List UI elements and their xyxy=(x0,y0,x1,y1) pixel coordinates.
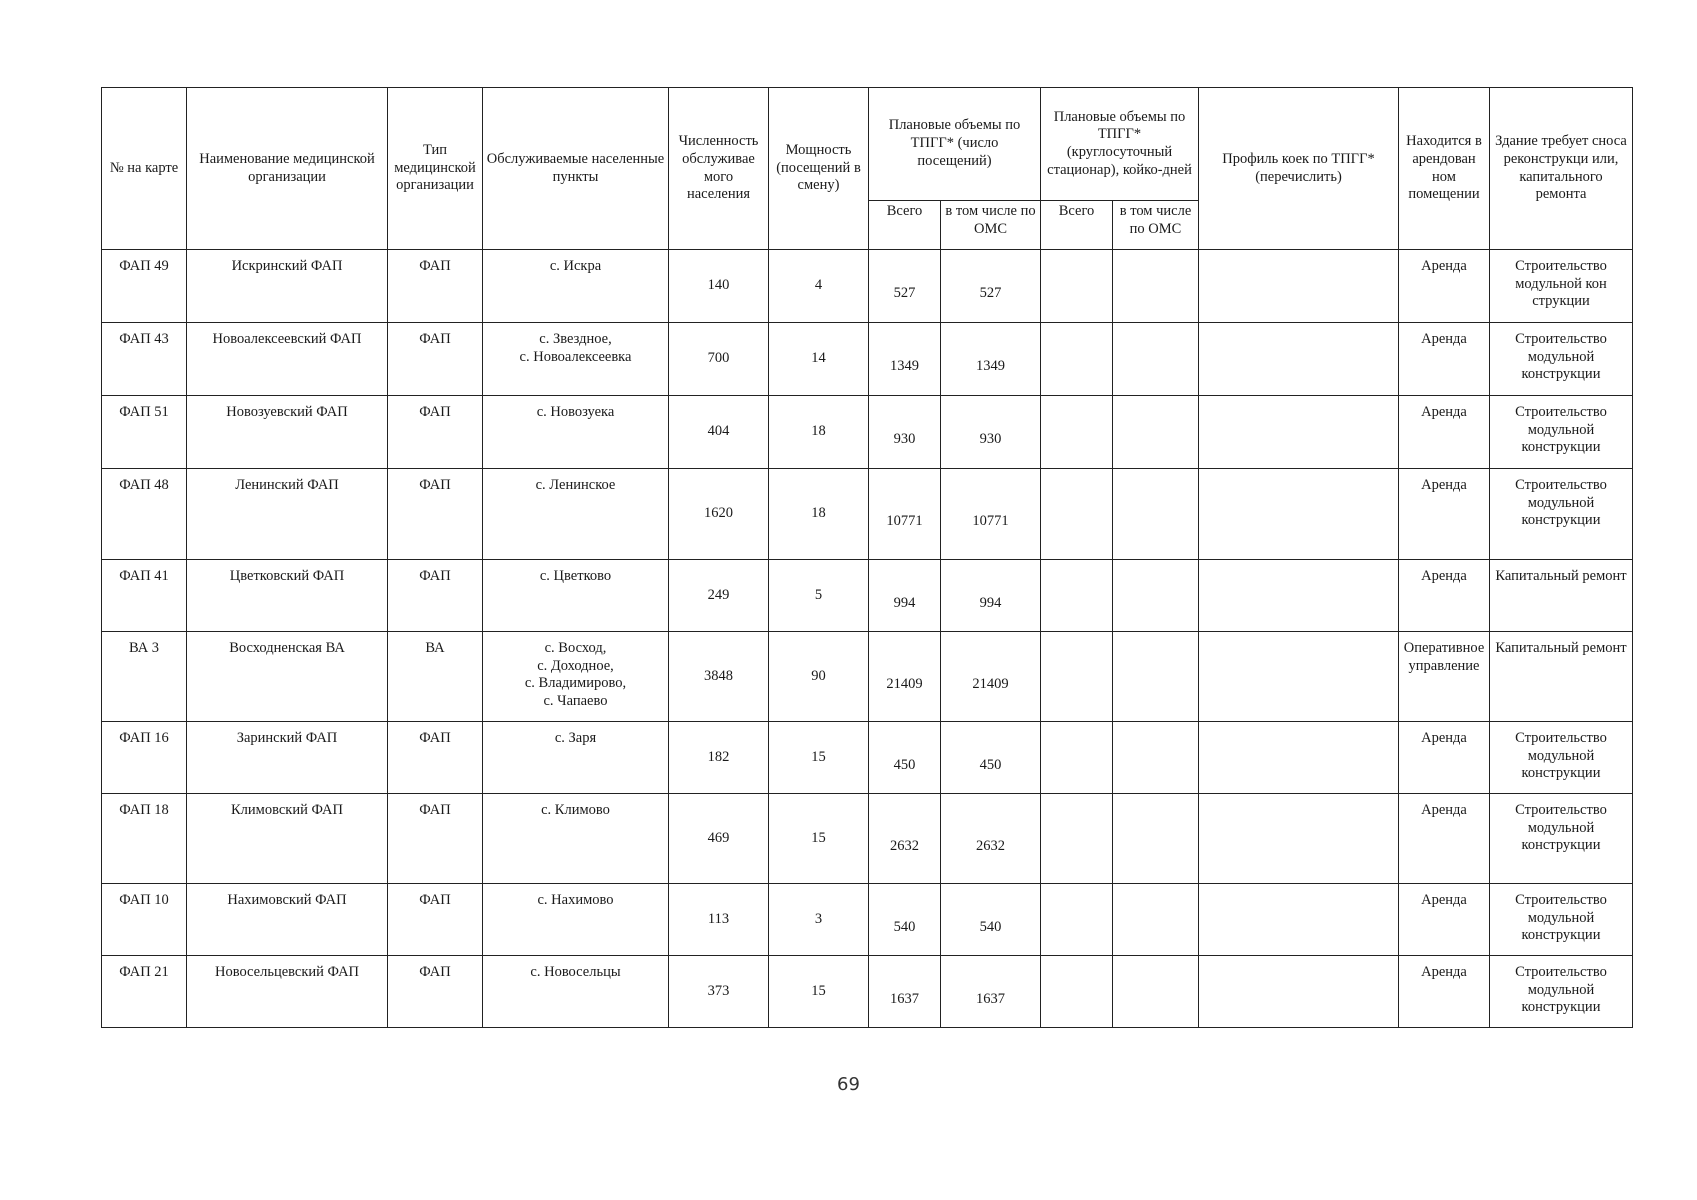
cell-map-no: ФАП 43 xyxy=(102,323,187,396)
cell-building: Строительство модульной конструкции xyxy=(1490,956,1633,1028)
cell-population: 373 xyxy=(669,956,769,1028)
cell-settlements: с. Звездное, с. Новоалексеевка xyxy=(483,323,669,396)
cell-visits-oms: 1349 xyxy=(941,323,1041,396)
cell-settlements: с. Искра xyxy=(483,250,669,323)
cell-org-type: ВА xyxy=(388,632,483,722)
cell-visits-oms: 450 xyxy=(941,722,1041,794)
header-rented: Находится в арендован ном помещении xyxy=(1399,88,1490,250)
cell-org-name: Цветковский ФАП xyxy=(187,560,388,632)
cell-settlements: с. Цветково xyxy=(483,560,669,632)
cell-building: Строительство модульной конструкции xyxy=(1490,884,1633,956)
header-visits-group: Плановые объемы по ТПГГ* (число посещений) xyxy=(869,88,1041,201)
medical-organizations-table xyxy=(101,87,1633,1028)
cell-population: 249 xyxy=(669,560,769,632)
cell-visits-oms: 10771 xyxy=(941,469,1041,560)
cell-rented: Аренда xyxy=(1399,560,1490,632)
cell-org-name: Новозуевский ФАП xyxy=(187,396,388,469)
cell-settlements: с. Восход, с. Доходное, с. Владимирово, с. Чапаево xyxy=(483,632,669,722)
cell-population: 3848 xyxy=(669,632,769,722)
table-row xyxy=(102,632,1633,722)
cell-building: Строительство модульной конструкции xyxy=(1490,396,1633,469)
cell-capacity: 3 xyxy=(769,884,869,956)
header-bed-profile: Профиль коек по ТПГГ* (перечислить) xyxy=(1199,88,1399,250)
table-row xyxy=(102,396,1633,469)
cell-population: 469 xyxy=(669,794,769,884)
cell-capacity: 14 xyxy=(769,323,869,396)
cell-visits-oms: 930 xyxy=(941,396,1041,469)
table-row xyxy=(102,469,1633,560)
cell-map-no: ФАП 21 xyxy=(102,956,187,1028)
table-row xyxy=(102,722,1633,794)
cell-org-type: ФАП xyxy=(388,250,483,323)
cell-visits-oms: 1637 xyxy=(941,956,1041,1028)
header-population: Численность обслуживае мого населения xyxy=(669,88,769,250)
table-row xyxy=(102,794,1633,884)
cell-visits-oms: 994 xyxy=(941,560,1041,632)
cell-map-no: ФАП 41 xyxy=(102,560,187,632)
cell-settlements: с. Климово xyxy=(483,794,669,884)
header-capacity: Мощность (посещений в смену) xyxy=(769,88,869,250)
cell-visits-total: 2632 xyxy=(869,794,941,884)
cell-beds-total xyxy=(1041,396,1113,469)
table-body xyxy=(102,250,1633,1028)
cell-beds-oms xyxy=(1113,469,1199,560)
cell-capacity: 5 xyxy=(769,560,869,632)
cell-org-name: Заринский ФАП xyxy=(187,722,388,794)
table-row xyxy=(102,250,1633,323)
cell-beds-total xyxy=(1041,794,1113,884)
cell-bed-profile xyxy=(1199,956,1399,1028)
table-row xyxy=(102,323,1633,396)
header-beds-total: Всего xyxy=(1041,201,1113,250)
cell-building: Капитальный ремонт xyxy=(1490,632,1633,722)
table-header xyxy=(102,88,1633,250)
cell-beds-total xyxy=(1041,560,1113,632)
cell-beds-oms xyxy=(1113,323,1199,396)
cell-org-type: ФАП xyxy=(388,560,483,632)
cell-org-type: ФАП xyxy=(388,884,483,956)
cell-settlements: с. Ленинское xyxy=(483,469,669,560)
cell-visits-total: 450 xyxy=(869,722,941,794)
header-beds-group: Плановые объемы по ТПГГ* (круглосуточный стационар), койко-дней xyxy=(1041,88,1199,201)
cell-bed-profile xyxy=(1199,469,1399,560)
table-row xyxy=(102,956,1633,1028)
cell-org-type: ФАП xyxy=(388,396,483,469)
cell-bed-profile xyxy=(1199,632,1399,722)
cell-building: Капитальный ремонт xyxy=(1490,560,1633,632)
cell-building: Строительство модульной кон струкции xyxy=(1490,250,1633,323)
cell-bed-profile xyxy=(1199,560,1399,632)
cell-org-name: Восходненская ВА xyxy=(187,632,388,722)
cell-population: 700 xyxy=(669,323,769,396)
cell-building: Строительство модульной конструкции xyxy=(1490,469,1633,560)
header-visits-total: Всего xyxy=(869,201,941,250)
cell-beds-oms xyxy=(1113,560,1199,632)
cell-settlements: с. Новосельцы xyxy=(483,956,669,1028)
cell-bed-profile xyxy=(1199,250,1399,323)
cell-capacity: 15 xyxy=(769,794,869,884)
cell-population: 182 xyxy=(669,722,769,794)
table-row xyxy=(102,560,1633,632)
page-number: 69 xyxy=(837,1074,860,1095)
cell-visits-oms: 527 xyxy=(941,250,1041,323)
cell-org-type: ФАП xyxy=(388,722,483,794)
cell-beds-total xyxy=(1041,632,1113,722)
header-settlements: Обслуживаемые населенные пункты xyxy=(483,88,669,250)
table-row xyxy=(102,884,1633,956)
cell-map-no: ФАП 16 xyxy=(102,722,187,794)
header-org-type: Тип медицинской организации xyxy=(388,88,483,250)
cell-beds-oms xyxy=(1113,722,1199,794)
cell-beds-oms xyxy=(1113,632,1199,722)
cell-beds-total xyxy=(1041,884,1113,956)
cell-building: Строительство модульной конструкции xyxy=(1490,323,1633,396)
cell-building: Строительство модульной конструкции xyxy=(1490,722,1633,794)
cell-population: 113 xyxy=(669,884,769,956)
cell-map-no: ВА 3 xyxy=(102,632,187,722)
cell-capacity: 15 xyxy=(769,722,869,794)
cell-rented: Аренда xyxy=(1399,956,1490,1028)
cell-bed-profile xyxy=(1199,722,1399,794)
cell-rented: Аренда xyxy=(1399,396,1490,469)
cell-capacity: 18 xyxy=(769,469,869,560)
cell-map-no: ФАП 49 xyxy=(102,250,187,323)
cell-bed-profile xyxy=(1199,794,1399,884)
cell-rented: Аренда xyxy=(1399,250,1490,323)
cell-beds-oms xyxy=(1113,884,1199,956)
cell-visits-total: 1637 xyxy=(869,956,941,1028)
cell-visits-oms: 540 xyxy=(941,884,1041,956)
cell-org-type: ФАП xyxy=(388,794,483,884)
cell-rented: Аренда xyxy=(1399,469,1490,560)
cell-rented: Аренда xyxy=(1399,323,1490,396)
cell-org-type: ФАП xyxy=(388,956,483,1028)
cell-settlements: с. Новозуека xyxy=(483,396,669,469)
cell-visits-oms: 2632 xyxy=(941,794,1041,884)
cell-visits-total: 1349 xyxy=(869,323,941,396)
cell-settlements: с. Нахимово xyxy=(483,884,669,956)
cell-beds-oms xyxy=(1113,396,1199,469)
cell-rented: Аренда xyxy=(1399,884,1490,956)
cell-org-name: Искринский ФАП xyxy=(187,250,388,323)
cell-visits-total: 994 xyxy=(869,560,941,632)
cell-org-type: ФАП xyxy=(388,323,483,396)
cell-org-name: Нахимовский ФАП xyxy=(187,884,388,956)
cell-bed-profile xyxy=(1199,884,1399,956)
cell-map-no: ФАП 18 xyxy=(102,794,187,884)
cell-beds-oms xyxy=(1113,956,1199,1028)
cell-beds-total xyxy=(1041,323,1113,396)
cell-bed-profile xyxy=(1199,323,1399,396)
cell-rented: Аренда xyxy=(1399,794,1490,884)
header-beds-oms: в том числе по ОМС xyxy=(1113,201,1199,250)
cell-map-no: ФАП 10 xyxy=(102,884,187,956)
header-visits-oms: в том числе по ОМС xyxy=(941,201,1041,250)
cell-population: 404 xyxy=(669,396,769,469)
cell-capacity: 18 xyxy=(769,396,869,469)
cell-org-name: Новосельцевский ФАП xyxy=(187,956,388,1028)
cell-beds-total xyxy=(1041,722,1113,794)
cell-rented: Аренда xyxy=(1399,722,1490,794)
cell-settlements: с. Заря xyxy=(483,722,669,794)
cell-beds-oms xyxy=(1113,794,1199,884)
cell-capacity: 90 xyxy=(769,632,869,722)
header-org-name: Наименование медицинской организации xyxy=(187,88,388,250)
cell-org-name: Ленинский ФАП xyxy=(187,469,388,560)
cell-org-type: ФАП xyxy=(388,469,483,560)
header-map-no: № на карте xyxy=(102,88,187,250)
cell-org-name: Климовский ФАП xyxy=(187,794,388,884)
cell-building: Строительство модульной конструкции xyxy=(1490,794,1633,884)
cell-beds-total xyxy=(1041,250,1113,323)
cell-beds-oms xyxy=(1113,250,1199,323)
header-building: Здание требует сноса реконструкци или, капитального ремонта xyxy=(1490,88,1633,250)
cell-map-no: ФАП 48 xyxy=(102,469,187,560)
cell-population: 1620 xyxy=(669,469,769,560)
cell-beds-total xyxy=(1041,956,1113,1028)
cell-visits-total: 10771 xyxy=(869,469,941,560)
cell-visits-oms: 21409 xyxy=(941,632,1041,722)
cell-visits-total: 527 xyxy=(869,250,941,323)
cell-visits-total: 21409 xyxy=(869,632,941,722)
cell-org-name: Новоалексеевский ФАП xyxy=(187,323,388,396)
cell-rented: Оперативное управление xyxy=(1399,632,1490,722)
cell-visits-total: 930 xyxy=(869,396,941,469)
cell-bed-profile xyxy=(1199,396,1399,469)
cell-map-no: ФАП 51 xyxy=(102,396,187,469)
cell-beds-total xyxy=(1041,469,1113,560)
cell-visits-total: 540 xyxy=(869,884,941,956)
cell-population: 140 xyxy=(669,250,769,323)
cell-capacity: 4 xyxy=(769,250,869,323)
cell-capacity: 15 xyxy=(769,956,869,1028)
